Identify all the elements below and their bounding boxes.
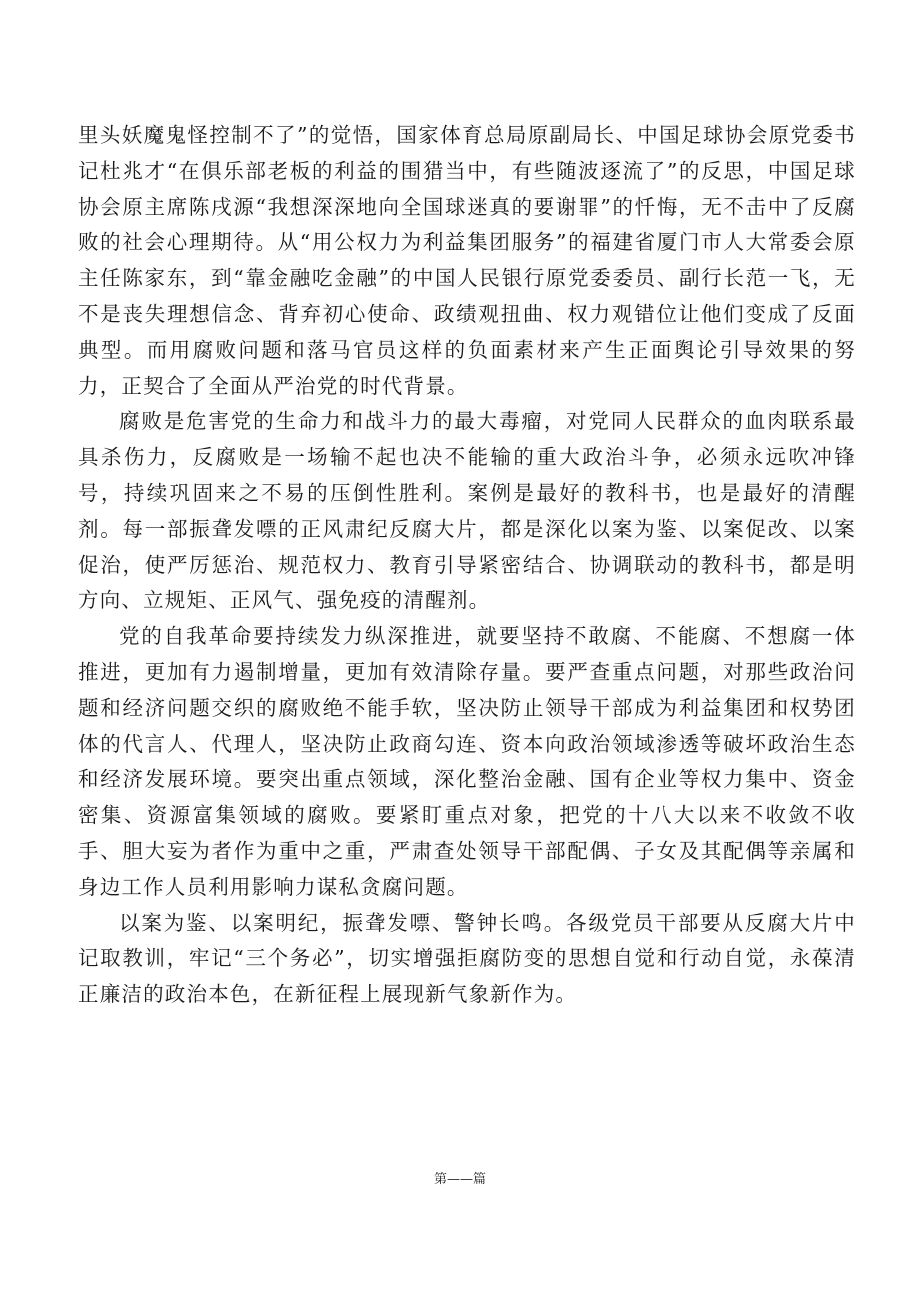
paragraph-corruption-harm: 腐败是危害党的生命力和战斗力的最大毒瘤，对党同人民群众的血肉联系最具杀伤力，反腐败是一场输不起也决不能输的重大政治斗争，必须永远吹冲锋号，持续巩固来之不易的压倒性胜利。案例是最好的教科书，也是最好的清醒剂。每一部振聋发嘌的正风肃纪反腐大片，都是深化以案为鉴、以案促改、以案促治，使严厉惩治、规范权力、教育引导紧密结合、协调联动的教科书，都是明方向、立规矩、正风气、强免疫的清醒剂。	[78, 409, 856, 613]
page-footer: 第——篇	[433, 1172, 486, 1187]
document-body	[78, 118, 856, 1013]
paragraph-continued: 里头妖魔鬼怪控制不了”的觉悟，国家体育总局原副局长、中国足球协会原党委书记杜兆才“在俱乐部老板的利益的围猎当中，有些随波逐流了”的反思，中国足球协会原主席陈戌源“我想深深地向全国球迷真的要谢罪”的忏悔，无不击中了反腐败的社会心理期待。从“用公权力为利益集团服务”的福建省厦门市人大常委会原主任陈家东，到“靠金融吃金融”的中国人民银行原党委委员、副行长范一飞，无不是丧失理想信念、背弃初心使命、政绩观扭曲、权力观错位让他们变成了反面典型。而用腐败问题和落马官员这样的负面素材来产生正面舆论引导效果的努力，正契合了全面从严治党的时代背景。	[78, 123, 856, 398]
paragraph-self-revolution: 党的自我革命要持续发力纵深推进，就要坚持不敢腐、不能腐、不想腐一体推进，更加有力遏制增量，更加有效清除存量。要严查重点问题，对那些政治问题和经济问题交织的腐败绝不能手软，坚决防止领导干部成为利益集团和权势团体的代言人、代理人，坚决防止政商勾连、资本向政治领域渗透等破坏政治生态和经济发展环境。要突出重点领域，深化整治金融、国有企业等权力集中、资金密集、资源富集领域的腐败。要紧盯重点对象，把党的十八大以来不收敛不收手、胆大妄为者作为重中之重，严肃查处领导干部配偶、子女及其配偶等亲属和身边工作人员利用影响力谋私贪腐问题。	[78, 624, 856, 899]
paragraph-lessons: 以案为鉴、以案明纪，振聋发嘌、警钟长鸣。各级党员干部要从反腐大片中记取教训，牢记“三个务必”，切实增强拒腐防变的思想自觉和行动自觉，永葆清正廉洁的政治本色，在新征程上展现新气象新作为。	[78, 910, 856, 1007]
